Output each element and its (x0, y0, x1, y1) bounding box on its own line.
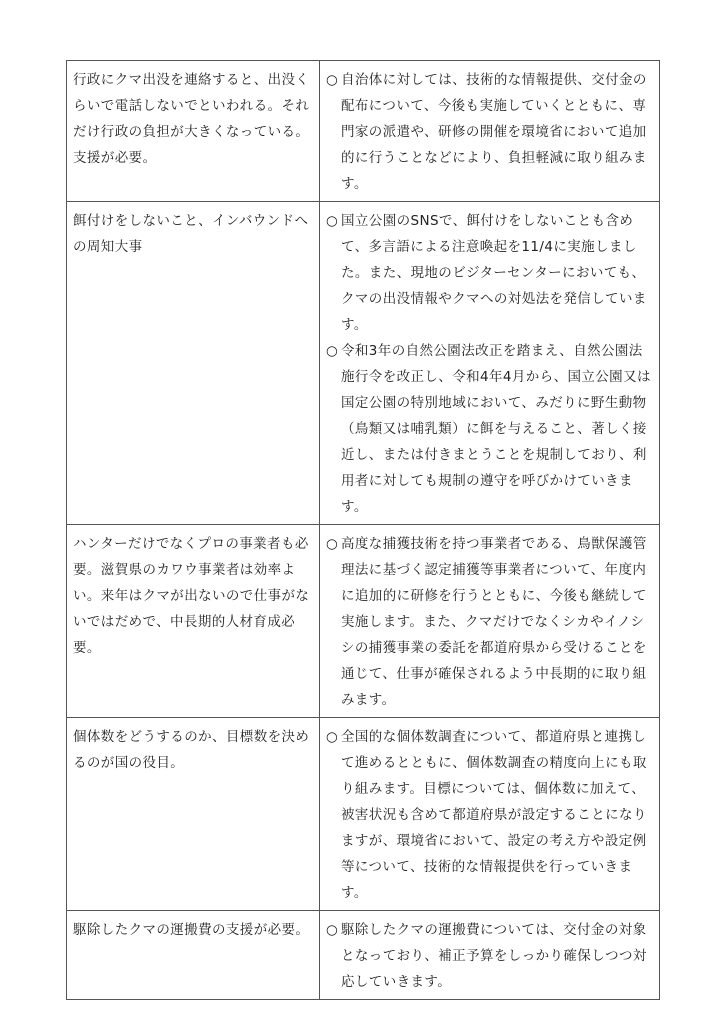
table-row (67, 911, 660, 1000)
opinion-cell (67, 911, 320, 1000)
opinion-text: 個体数をどうするのか、目標数を決めるのが国の役目。 (73, 729, 310, 771)
opinion-cell (67, 718, 320, 911)
opinion-text: 駆除したクマの運搬費の支援が必要。 (73, 922, 310, 938)
answer-paragraph (326, 67, 653, 197)
circle-marker-icon: ○ (326, 343, 339, 359)
table-row (67, 61, 660, 202)
opinion-response-table (66, 60, 660, 1000)
answer-paragraph (326, 338, 653, 520)
circle-marker-icon: ○ (326, 536, 339, 552)
answer-paragraph (326, 208, 653, 338)
circle-marker-icon: ○ (326, 72, 339, 88)
answer-cell (320, 525, 660, 718)
answer-paragraph (326, 917, 653, 995)
answer-cell (320, 718, 660, 911)
answer-paragraph (326, 724, 653, 906)
opinion-text: ハンターだけでなくプロの事業者も必要。滋賀県のカワウ事業者は効率よい。来年はクマが出ないので仕事がないではだめで、中長期的人材育成必要。 (73, 536, 310, 656)
opinion-cell (67, 61, 320, 202)
answer-paragraph (326, 531, 653, 713)
table-row (67, 525, 660, 718)
answer-text: 駆除したクマの運搬費については、交付金の対象となっており、補正予算をしっかり確保しつつ対応していきます。 (341, 922, 647, 990)
circle-marker-icon: ○ (326, 922, 339, 938)
answer-text: 全国的な個体数調査について、都道府県と連携して進めるとともに、個体数調査の精度向上にも取り組みます。目標については、個体数に加えて、被害状況も含めて都道府県が設定することになりますが、環境省において、設定の考え方や設定例等について、技術的な情報提供を行っていきます。 (341, 729, 647, 901)
circle-marker-icon: ○ (326, 729, 339, 745)
answer-text: 令和3年の自然公園法改正を踏まえ、自然公園法施行令を改正し、令和4年4月から、国立公園又は国定公園の特別地域において、みだりに野生動物（鳥類又は哺乳類）に餌を与えること、著しく接近し、または付きまとうことを規制しており、利用者に対しても規制の遵守を呼びかけていきます。 (341, 343, 651, 515)
circle-marker-icon: ○ (326, 213, 339, 229)
opinion-cell (67, 525, 320, 718)
answer-text: 国立公園のSNSで、餌付けをしないことも含めて、多言語による注意喚起を11/4に実施しました。また、現地のビジターセンターにおいても、クマの出没情報やクマへの対処法を発信しています。 (341, 213, 647, 333)
opinion-text: 餌付けをしないこと、インバウンドへの周知大事 (73, 213, 309, 255)
answer-cell (320, 911, 660, 1000)
opinion-text: 行政にクマ出没を連絡すると、出没くらいで電話しないでといわれる。それだけ行政の負担が大きくなっている。支援が必要。 (73, 72, 310, 166)
table-row (67, 718, 660, 911)
answer-cell (320, 202, 660, 525)
opinion-cell (67, 202, 320, 525)
answer-text: 自治体に対しては、技術的な情報提供、交付金の配布について、今後も実施していくとともに、専門家の派遣や、研修の開催を環境省において追加的に行うことなどにより、負担軽減に取り組みます。 (341, 72, 647, 192)
answer-text: 高度な捕獲技術を持つ事業者である、鳥獣保護管理法に基づく認定捕獲等事業者について、年度内に追加的に研修を行うとともに、今後も継続して実施します。また、クマだけでなくシカやイノシシの捕獲事業の委託を都道府県から受けることを通じて、仕事が確保されるよう中長期的に取り組みます。 (341, 536, 647, 708)
table-row (67, 202, 660, 525)
answer-cell (320, 61, 660, 202)
